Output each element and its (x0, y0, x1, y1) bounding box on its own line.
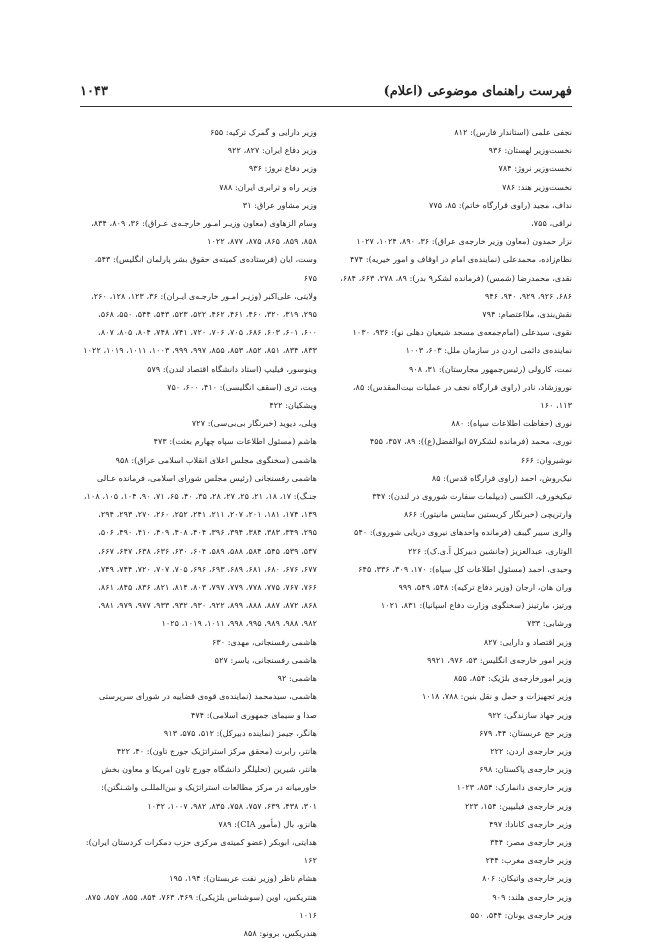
index-entry: نیکیخورف، الکسی (دیپلمات سفارت شوروی در لندن): ۳۴۷ (372, 491, 572, 502)
page-header (80, 84, 572, 106)
index-entry: هاشمی، سیدمحمد (نماینده‌ی قوه‌ی قضاییه در شورای سرپرستی صدا و سیمای جمهوری اسلامی): ۴۷۴ (98, 691, 317, 720)
index-entry: نراقی، ۷۵۵، (531, 218, 572, 229)
index-entry: هانگر، جیمز (نماینده دبیرکل): ۵۱۲، ۵۷۵، ۹۱۳ (163, 727, 317, 738)
index-entry: نمت، کارولی (رئیس‌جمهور مجارستان): ۳۱، ۹۰۸ (409, 363, 572, 374)
index-entry: وزیر امورخارجه‌ی بلژیک: ۸۵۴، ۸۵۵ (453, 673, 572, 684)
index-entry: وران هان، ارجان (وزیر دفاع ترکیه): ۵۴۸، ۵۴۹، ۹۹۹ (398, 582, 572, 593)
index-entry: وزیر خارجه‌ی دانمارک: ۸۵۴، ۱۰۲۳ (456, 782, 572, 793)
page-number: ۱۰۴۳ (80, 84, 108, 99)
index-entry: وارتریچی (خبرنگار کریستین ساینس مانیتور): ۸۶۶ (403, 509, 572, 520)
index-entry: نوشیروان: ۶۶۶ (520, 454, 572, 465)
index-entry: نقدی، محمدرضا (شمس) (فرمانده لشکر۹ بدر): ۸۹، ۲۷۸، ۶۶۳، ۶۸۴، ۶۸۶، ۹۲۶، ۹۲۹، ۹۴۰، ۹۴۶ (340, 272, 572, 301)
index-entry: هانزو، بال (مأمور CIA): ۷۸۹ (218, 818, 317, 829)
index-entry: هنتریکس، اوین (سوشناس بلژیکی): ۴۶۹، ۷۶۳، ۸۵۴، ۸۵۵، ۸۵۷، ۸۷۵، ۱۰۱۶ (84, 891, 317, 920)
index-entry: وزیر جهاد سازندگی: ۹۲۲ (487, 709, 572, 720)
index-entry: نزار حمدون (معاون وزیر خارجه‌ی عراق): ۳۶، ۸۹۰، ۱۰۲۴، ۱۰۲۷ (356, 236, 572, 247)
index-entry: وزیر خارجه‌ی کانادا: ۴۹۷ (489, 818, 572, 829)
index-entry: وزیر خارجه‌ی واتیکان: ۸۰۶ (482, 873, 572, 884)
index-entry: هانتر، شیرین (تحلیلگر دانشگاه جورج تاون امریکا و معاون بخش خاورمیانه در مرکز مطالعات استراتژیک و بین‌المللـی واشـنگتن): ۳۰۱، ۴۳۸، ۶۳۹، ۷۵۷، ۷۵۸، ۸۳۵، ۹۸۲، ۱۰۰۷، ۱۰۳۲ (101, 764, 317, 811)
index-entry: هندریکس، برونو: ۸۵۸ (243, 927, 317, 938)
index-entry: وزیر دفاع ایران: ۸۲۷، ۹۲۲ (227, 145, 317, 156)
index-entry: والری سیبر گیبف (فرمانده واحدهای نیروی دریایی شوروی): ۵۴۰ (354, 527, 572, 538)
index-entry: وزیر حج عربستان: ۴۴، ۶۷۹ (479, 727, 572, 738)
index-entry: هاشمی رفسنجانی، مهدی: ۶۳۰ (211, 636, 317, 647)
index-entry: هشام ناظر (وزیر نفت عربستان): ۱۹۴، ۱۹۵ (169, 873, 317, 884)
page-title: فهرست راهنمای موضوعی (اعلام) (383, 84, 572, 99)
index-entry: هاشمی (سخنگوی مجلس اعلای انقلاب اسلامی عراق): ۹۵۸ (115, 454, 317, 465)
index-entry: نخست‌وزیر نروژ: ۷۸۴ (498, 163, 572, 174)
index-column-right (335, 123, 572, 924)
index-entry: هاشمی: ۹۲ (277, 673, 317, 684)
index-entry: نوری (حفاظت اطلاعات سپاه): ۸۸۰ (451, 418, 572, 429)
index-entry: هاشمی رفسنجانی، یاسر: ۵۲۷ (214, 654, 317, 665)
index-entry: نقوی، سیدعلی (امام‌جمعه‌ی مسجد شیعیان دهلی نو): ۹۳۶، ۱۰۳۰ (352, 327, 572, 338)
index-entry: وزیر خارجه‌ی اردن: ۲۲۲ (490, 745, 572, 756)
index-entry: ورشابی: ۷۳۳ (527, 618, 572, 629)
header-rule (80, 106, 572, 107)
index-entry: نوری، محمد (فرمانده لشکر۵۷ ابوالفضل(ع)): ۸۹، ۳۵۷، ۴۵۵ (369, 436, 572, 447)
index-entry: نخست‌وزیر لهستان: ۹۳۶ (488, 145, 572, 156)
index-entry: وزیر خارجه‌ی فیلیپین: ۱۵۴، ۲۲۳ (464, 800, 572, 811)
index-entry: نقش‌بندی، ملااعتصام: ۷۹۴ (482, 309, 572, 320)
index-entry: وزیر خارجه‌ی یونان: ۵۴۴، ۵۵۰ (470, 909, 572, 920)
index-entry: نظام‌زاده، محمدعلی (نماینده‌ی امام در اوقاف و امور خیریه): ۴۷۴ (350, 254, 572, 265)
index-column-left (83, 123, 317, 942)
index-entry: وزیر راه و ترابری ایران: ۷۸۸ (219, 181, 317, 192)
index-entry: وزیر خارجه‌ی هلند: ۹۰۹ (492, 891, 572, 902)
index-entry: وسام الزهاوی (معاون وزیـر امـور خارجـه‌ی عـراق): ۳۶، ۸۰۹، ۸۳۴، ۸۵۸، ۸۵۹، ۸۶۵، ۸۷۵، ۸۷۷، ۱۰۲۲ (91, 218, 317, 247)
index-entry: وینوسور، فیلیپ (استاد دانشگاه اقتصاد لندن): ۵۷۹ (147, 363, 317, 374)
index-entry: وزیر خارجه‌ی مصر: ۳۴۴ (490, 836, 572, 847)
index-entry: نماینده‌ی دائمی اردن در سازمان ملل: ۶۰۳، ۱۰۰۳ (405, 345, 572, 356)
index-entry: ویلی، دیوید (خبرنگار بی‌بی‌سی): ۷۲۷ (191, 418, 317, 429)
index-entry: وزیر دفاع نروژ: ۹۳۶ (248, 163, 317, 174)
index-entry: وست، ایان (فرستاده‌ی کمیته‌ی حقوق بشر پارلمان انگلیس): ۵۴۳، ۶۷۵ (94, 254, 317, 283)
index-entry: الوتاری، عبدالعزیز (جانشین دبیرکل آ.ی.ک): ۲۲۶ (408, 545, 572, 556)
index-entry: وزیر تجهیزات و حمل و نقل بنین: ۷۸۸، ۱۰۱۸ (421, 691, 572, 702)
index-entry: وزیر اقتصاد و دارایی: ۸۲۷ (483, 636, 572, 647)
index-entry: هاشمی رفسنجانی (رئیس مجلس شورای اسلامی، فرمانده عـالی جنـگ): ۱۷، ۱۸، ۲۱، ۲۵، ۲۷، ۲۸، ۳۵، ۴۰، ۶۵، ۷۱، ۹۰، ۱۰۴، ۱۰۵، ۱۰۸، ۱۳۹، ۱۷۴، ۱۸۱، ۲۰۱، ۲۰۷، ۲۱۱، ۲۴۱، ۲۵۲، ۲۶۰، ۲۷۰، ۲۹۳، ۲۹۴، ۲۹۵، ۳۴۹، ۳۸۳، ۳۸۴، ۳۹۴، ۳۹۶، ۴۰۴، ۴۰۸، ۴۰۹، ۴۱۰، ۴۹۰، ۵۰۶، ۵۳۷، ۵۳۹، ۵۴۵، ۵۸۴، ۵۸۸، ۵۸۹، ۶۰۴، ۶۳۰، ۶۳۶، ۶۳۸، ۶۴۷، ۶۶۷، ۶۷۷، ۶۷۶، ۶۸۰، ۶۸۱، ۶۸۹، ۶۹۳، ۶۹۶، ۷۰۵، ۷۰۷، ۷۲۰، ۷۴۴، ۷۴۹، ۷۶۶، ۷۶۷، ۷۷۵، ۷۷۸، ۷۷۹، ۷۹۷، ۸۰۳، ۸۱۴، ۸۲۱، ۸۳۶، ۸۴۵، ۸۶۱، ۸۶۸، ۸۷۲، ۸۸۷، ۸۸۸، ۸۹۹، ۹۲۲، ۹۳۰، ۹۳۲، ۹۳۳، ۹۷۷، ۹۷۹، ۹۸۱، ۹۸۲، ۹۸۸، ۹۸۹، ۹۹۵، ۹۹۸، ۱۰۱۱، ۱۰۱۹، ۱۰۲۵ (83, 472, 317, 629)
index-entry: ورتیز، مارتینز (سخنگوی وزارت دفاع اسپانیا): ۸۳۱، ۱۰۲۱ (380, 600, 572, 611)
index-entry: ویت، تری (اسقف انگلیسی): ۴۱۰، ۶۰۰، ۷۵۰ (167, 381, 317, 392)
index-entry: وزیر خارجه‌ی مغرب: ۲۴۴ (485, 855, 572, 866)
index-entry: نیک‌روش، احمد (راوی قرارگاه قدس): ۸۵ (431, 472, 572, 483)
index-entry: نجفی علمی (استاندار فارس): ۸۱۲ (454, 127, 572, 137)
index-entry: وزیر خارجه‌ی پاکستان: ۶۹۸ (479, 764, 572, 775)
index-entry: وحیدی، احمد (مسئول اطلاعات کل سپاه): ۱۷۰، ۳۰۹، ۳۳۶، ۶۴۵ (358, 563, 572, 574)
index-entry: وزیر امور خارجه‌ی انگلیس: ۵۳، ۹۷۶، ۹۹۲۱ (427, 654, 572, 665)
index-entry: نخست‌وزیر هند: ۷۸۶ (502, 181, 572, 192)
index-entry: ولایتی، علی‌اکبر (وزیـر امـور خارجـه‌ی ایـران): ۳۶، ۱۲۳، ۱۲۸، ۲۶۰، ۲۹۵، ۳۱۹، ۳۲۰، ۴۶۰، ۴۶۱، ۴۶۲، ۵۲۲، ۵۲۳، ۵۴۳، ۵۴۴، ۵۵۰، ۵۶۸، ۶۰۰، ۶۰۱، ۶۰۳، ۶۸۶، ۷۰۵، ۷۰۶، ۷۲۰، ۷۴۱، ۷۴۸، ۸۰۴، ۸۰۵، ۸۰۷، ۸۳۳، ۸۳۴، ۸۵۱، ۸۵۲، ۸۵۳، ۸۵۵، ۹۹۷، ۹۹۹، ۱۰۰۳، ۱۰۱۱، ۱۰۱۹، ۱۰۲۲ (83, 290, 317, 356)
index-entry: هانتر، رابرت (محقق مرکز استراتژیک جورج تاون): ۴۰، ۴۲۲ (116, 745, 317, 756)
index-entry: وزیر مشاور عراق: ۳۱ (242, 199, 317, 210)
index-entry: نوروزشاد، نادر (راوی قرارگاه نجف در عملیات بیت‌المقدس): ۸۵، ۱۱۳، ۱۶۰ (352, 381, 572, 411)
index-entry: هاشم (مسئول اطلاعات سپاه چهارم بعثت): ۴۷۳ (153, 436, 317, 447)
index-entry: وزیر دارایی و گمرک ترکیه: ۶۵۵ (210, 127, 317, 137)
index-entry: نداف، مجید (راوی قرارگاه خاتم): ۸۵، ۷۷۵ (428, 199, 572, 210)
index-entry: ویشکیان: ۴۲۲ (269, 400, 317, 411)
index-entry: هدایتی، ابوبکر (عضو کمیته‌ی مرکزی حزب دمکرات کردستان ایران): ۱۶۲ (85, 836, 317, 866)
